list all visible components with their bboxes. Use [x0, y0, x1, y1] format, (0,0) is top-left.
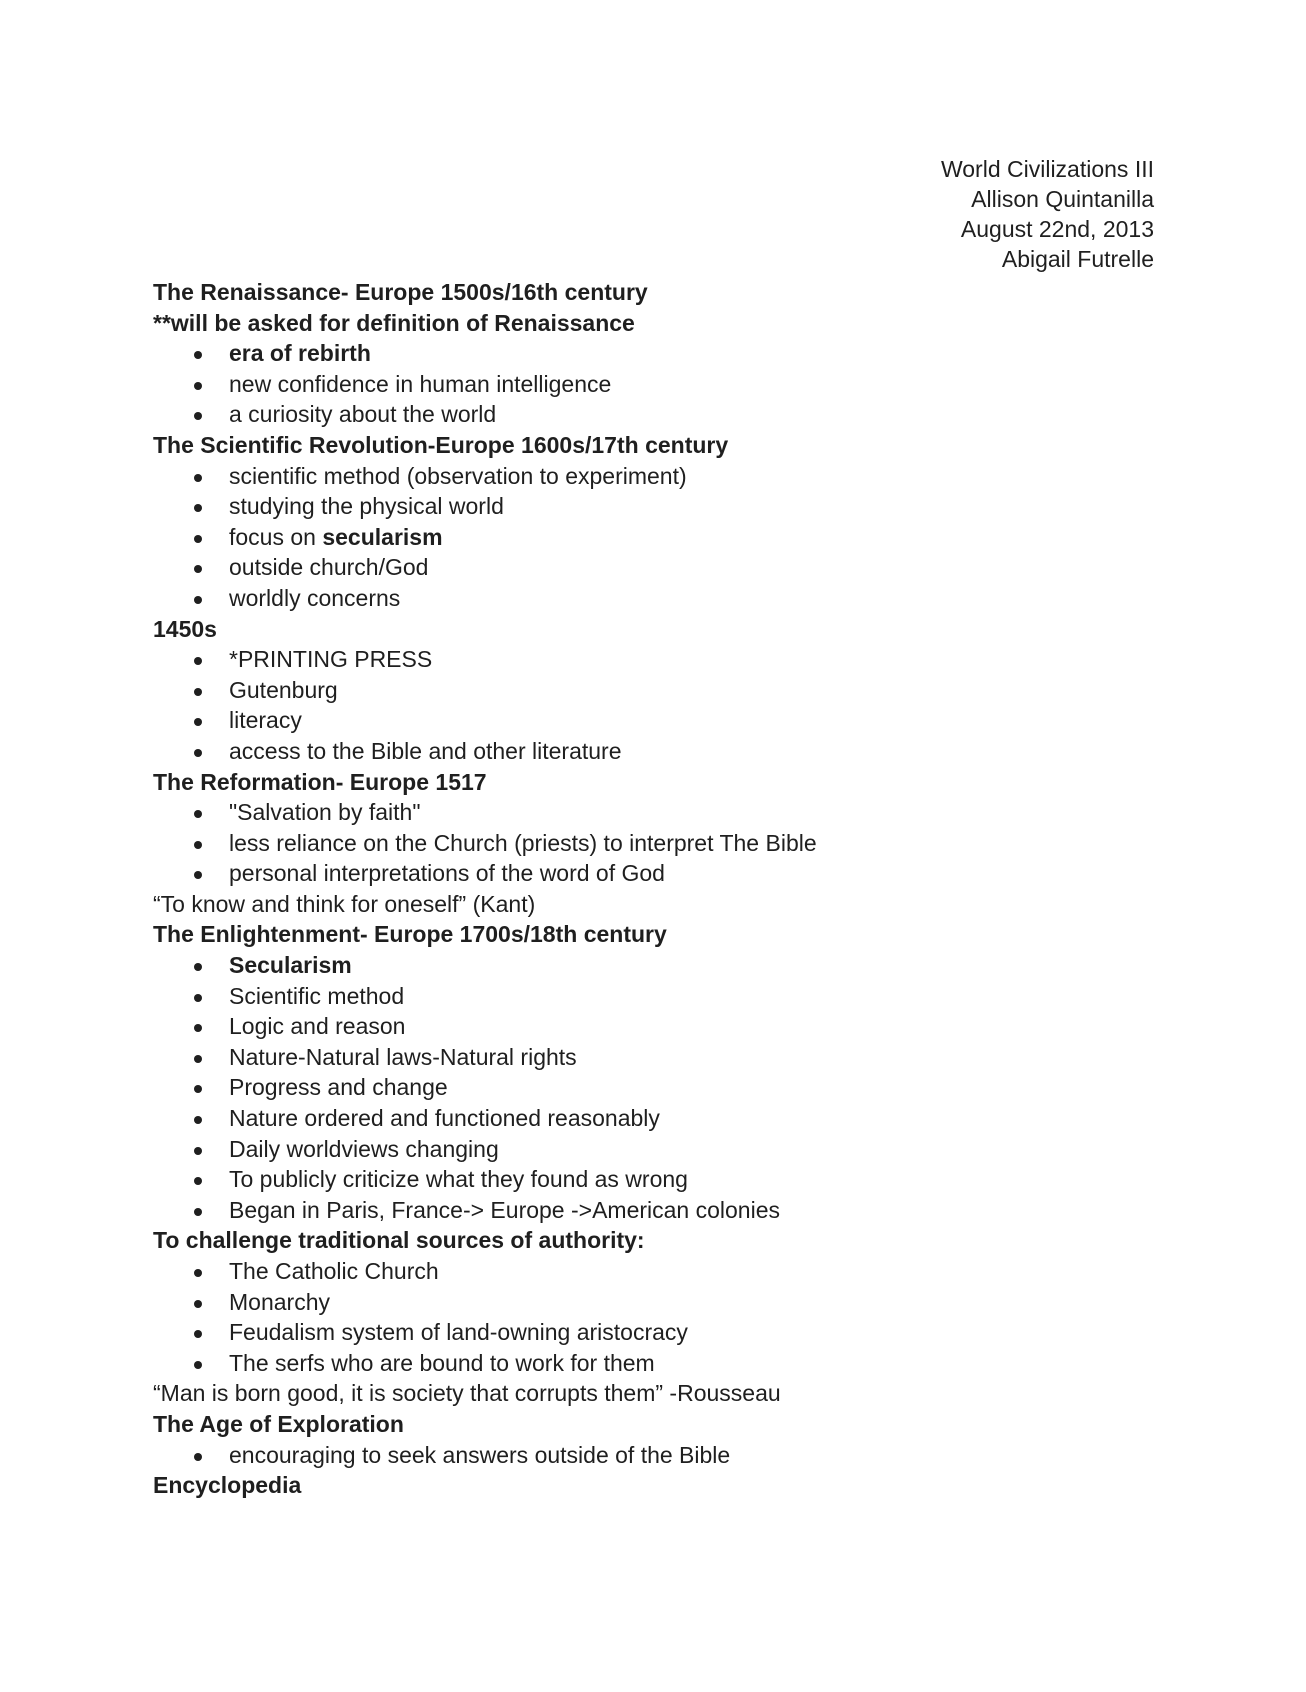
- enlightenment-heading: The Enlightenment- Europe 1700s/18th century: [153, 921, 667, 948]
- bullet-icon: [194, 474, 202, 482]
- list-item: Scientific method: [153, 981, 1153, 1012]
- instructor-name: Allison Quintanilla: [971, 186, 1154, 212]
- list-item: Feudalism system of land-owning aristocracy: [153, 1317, 1153, 1348]
- bullet-icon: [194, 688, 202, 696]
- bullet-icon: [194, 1300, 202, 1308]
- list-item: worldly concerns: [153, 583, 1153, 614]
- notes-body: [153, 277, 1153, 1501]
- list-item: *PRINTING PRESS: [153, 644, 1153, 675]
- list-item: "Salvation by faith": [153, 797, 1153, 828]
- list-item: focus on secularism: [153, 522, 1153, 553]
- list-item: studying the physical world: [153, 491, 1153, 522]
- list-item: scientific method (observation to experiment): [153, 461, 1153, 492]
- list-item: The Catholic Church: [153, 1256, 1153, 1287]
- bullet-icon: [194, 1269, 202, 1277]
- bullet-icon: [194, 810, 202, 818]
- course-name: World Civilizations III: [940, 156, 1154, 182]
- bullet-icon: [194, 718, 202, 726]
- list-item: a curiosity about the world: [153, 399, 1153, 430]
- bullet-icon: [194, 565, 202, 573]
- bullet-icon: [194, 351, 202, 359]
- bullet-icon: [194, 871, 202, 879]
- encyclopedia-heading: Encyclopedia: [153, 1472, 302, 1499]
- bullet-icon: [194, 1024, 202, 1032]
- list-item: The serfs who are bound to work for them: [153, 1348, 1153, 1379]
- bullet-icon: [194, 596, 202, 604]
- list-item: less reliance on the Church (priests) to interpret The Bible: [153, 828, 1153, 859]
- scientific-revolution-heading: The Scientific Revolution-Europe 1600s/17th century: [153, 431, 729, 458]
- list-item: Logic and reason: [153, 1011, 1153, 1042]
- list-item: era of rebirth: [153, 338, 1153, 369]
- bullet-icon: [194, 382, 202, 390]
- list-item: new confidence in human intelligence: [153, 369, 1153, 400]
- bullet-icon: [194, 1361, 202, 1369]
- exploration-heading: The Age of Exploration: [153, 1410, 404, 1437]
- list-item: Gutenburg: [153, 675, 1153, 706]
- list-item: To publicly criticize what they found as wrong: [153, 1164, 1153, 1195]
- renaissance-note: **will be asked for definition of Renaissance: [153, 309, 635, 336]
- authority-heading: To challenge traditional sources of authority:: [153, 1227, 645, 1254]
- bullet-icon: [194, 1116, 202, 1124]
- list-item: literacy: [153, 705, 1153, 736]
- list-item: Nature-Natural laws-Natural rights: [153, 1042, 1153, 1073]
- bullet-icon: [194, 1330, 202, 1338]
- bullet-icon: [194, 657, 202, 665]
- list-item: personal interpretations of the word of God: [153, 858, 1153, 889]
- list-item: Nature ordered and functioned reasonably: [153, 1103, 1153, 1134]
- printing-heading: 1450s: [153, 615, 217, 642]
- renaissance-heading: The Renaissance- Europe 1500s/16th century: [153, 279, 648, 305]
- bullet-icon: [194, 1147, 202, 1155]
- bullet-icon: [194, 412, 202, 420]
- list-item: Progress and change: [153, 1072, 1153, 1103]
- bullet-icon: [194, 535, 202, 543]
- bullet-icon: [194, 1055, 202, 1063]
- bullet-icon: [194, 1453, 202, 1461]
- reformation-heading: The Reformation- Europe 1517: [153, 768, 487, 795]
- list-item: Secularism: [153, 950, 1153, 981]
- list-item: Monarchy: [153, 1287, 1153, 1318]
- list-item: outside church/God: [153, 552, 1153, 583]
- bullet-icon: [194, 504, 202, 512]
- bullet-icon: [194, 994, 202, 1002]
- list-item: Daily worldviews changing: [153, 1134, 1153, 1165]
- bullet-icon: [194, 841, 202, 849]
- list-item: encouraging to seek answers outside of the Bible: [153, 1440, 1153, 1471]
- document-header: [941, 154, 1154, 274]
- bullet-icon: [194, 749, 202, 757]
- list-item: access to the Bible and other literature: [153, 736, 1153, 767]
- student-name: Abigail Futrelle: [1001, 246, 1154, 272]
- rousseau-quote: “Man is born good, it is society that corrupts them” -Rousseau: [153, 1380, 781, 1407]
- bullet-icon: [194, 1208, 202, 1216]
- list-item: Began in Paris, France-> Europe ->American colonies: [153, 1195, 1153, 1226]
- bullet-icon: [194, 1177, 202, 1185]
- kant-quote: “To know and think for oneself” (Kant): [153, 890, 536, 917]
- bullet-icon: [194, 963, 202, 971]
- bullet-icon: [194, 1085, 202, 1093]
- document-date: August 22nd, 2013: [960, 216, 1154, 242]
